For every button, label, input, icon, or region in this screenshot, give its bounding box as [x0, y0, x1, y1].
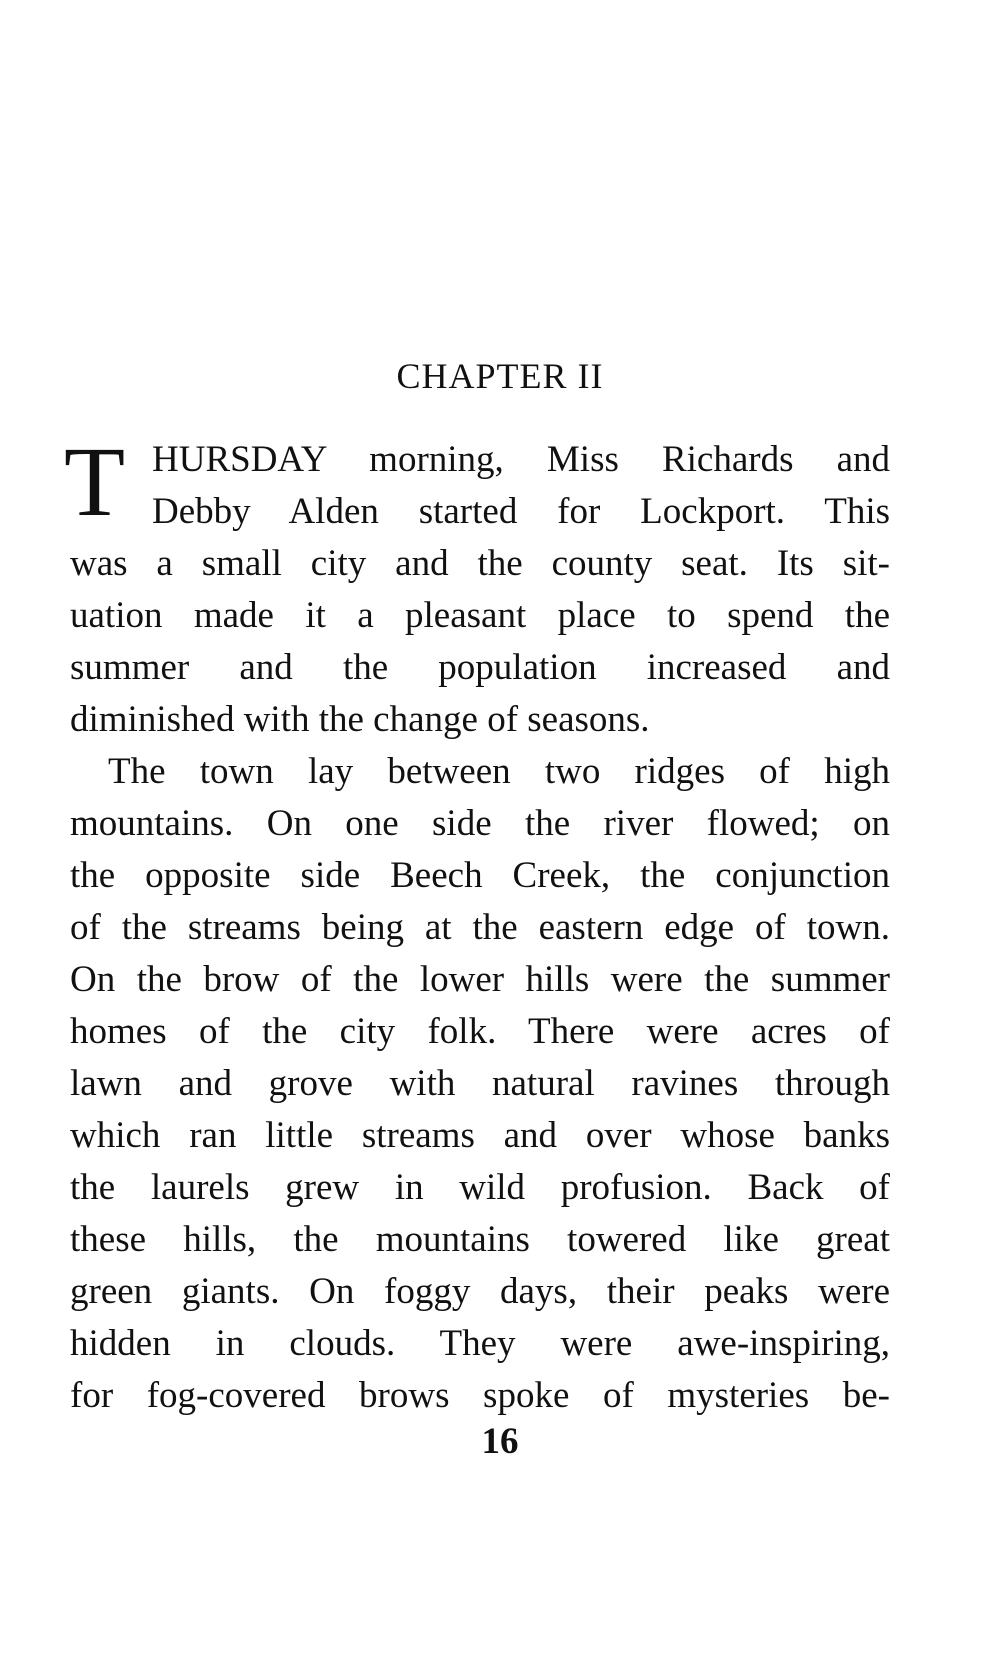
paragraph-line: HURSDAY morning, Miss Richards and: [152, 439, 890, 480]
paragraph-line: for fog-covered brows spoke of mysteries be-: [70, 1375, 890, 1416]
paragraph-line: the opposite side Beech Creek, the conjunction: [70, 855, 890, 896]
paragraph-line: Debby Alden started for Lockport. This: [152, 491, 890, 532]
page-number: 16: [481, 1421, 519, 1462]
paragraph-line: green giants. On foggy days, their peaks were: [70, 1271, 890, 1312]
chapter-heading: CHAPTER II: [396, 356, 604, 396]
paragraph-line: uation made it a pleasant place to spend the: [70, 595, 890, 636]
paragraph-line: was a small city and the county seat. Its sit-: [70, 543, 890, 584]
drop-cap-letter: T: [64, 426, 126, 537]
paragraph-line: of the streams being at the eastern edge of town.: [70, 907, 890, 948]
paragraph-line: The town lay between two ridges of high: [108, 751, 890, 792]
paragraph-line: summer and the population increased and: [70, 647, 890, 688]
paragraph-line: On the brow of the lower hills were the summer: [70, 959, 890, 1000]
paragraph-line: diminished with the change of seasons.: [70, 699, 650, 740]
paragraph-line: mountains. On one side the river flowed; on: [70, 803, 890, 844]
paragraph-line: these hills, the mountains towered like great: [70, 1219, 890, 1260]
paragraph-line: homes of the city folk. There were acres of: [70, 1011, 890, 1052]
paragraph-line: hidden in clouds. They were awe-inspiring,: [70, 1323, 890, 1364]
paragraph-line: the laurels grew in wild profusion. Back of: [70, 1167, 890, 1208]
paragraph-line: which ran little streams and over whose banks: [70, 1115, 890, 1156]
paragraph-line: lawn and grove with natural ravines through: [70, 1063, 890, 1104]
